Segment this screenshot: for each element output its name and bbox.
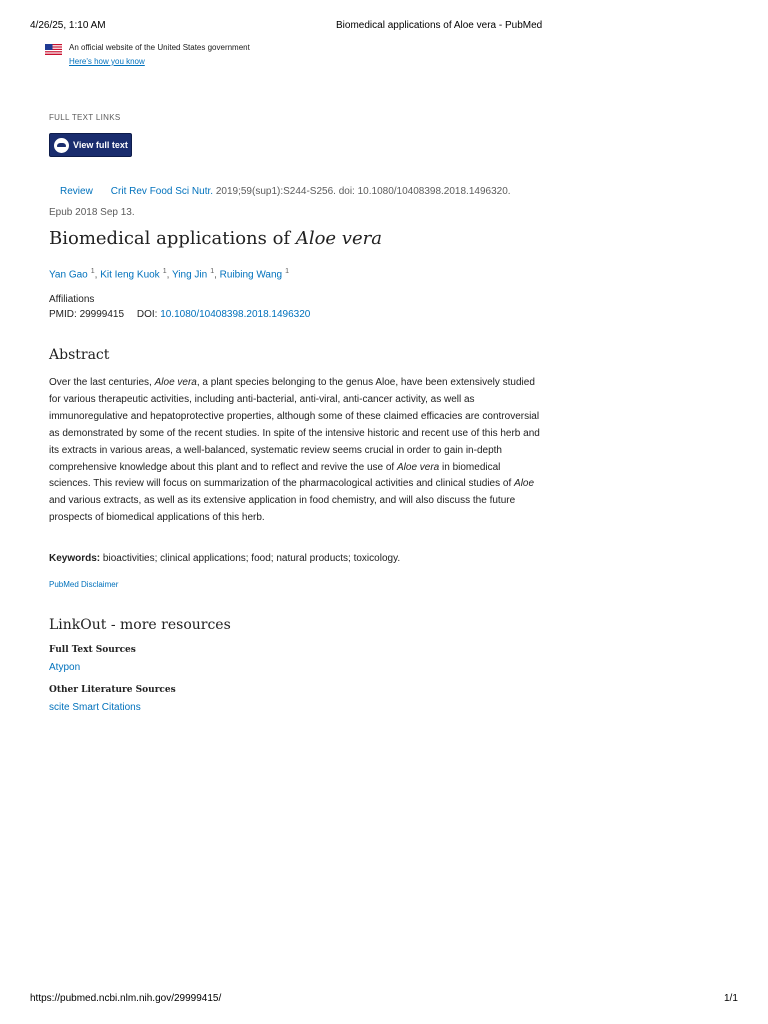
abstract-italic: Aloe vera bbox=[154, 377, 197, 388]
pmid-value: 29999415 bbox=[79, 309, 125, 320]
print-page-title: Biomedical applications of Aloe vera - PubMed bbox=[336, 20, 543, 31]
pubmed-disclaimer-link[interactable]: PubMed Disclaimer bbox=[49, 580, 119, 589]
author-affiliation-ref[interactable]: 1 bbox=[210, 268, 215, 275]
doi-label: DOI: bbox=[136, 309, 158, 320]
view-full-text-label: View full text bbox=[73, 140, 128, 150]
taylor-francis-icon bbox=[54, 138, 69, 153]
abstract-text bbox=[49, 375, 541, 527]
article-title bbox=[49, 228, 382, 249]
keywords-label: Keywords: bbox=[49, 553, 101, 564]
author-affiliation-ref[interactable]: 1 bbox=[162, 268, 167, 275]
author-affiliation-ref[interactable]: 1 bbox=[90, 268, 95, 275]
abstract-heading: Abstract bbox=[49, 347, 110, 363]
author-affiliation-ref[interactable]: 1 bbox=[285, 268, 290, 275]
abstract-part: and various extracts, as well as its extensive application in food chemistry, and will also discuss the future prospects of biomedical applications of this herb. bbox=[49, 495, 516, 524]
gov-official-text: An official website of the United States government bbox=[69, 43, 250, 52]
title-main: Biomedical applications of bbox=[49, 228, 296, 249]
keywords-text: bioactivities; clinical applications; food; natural products; toxicology. bbox=[102, 553, 401, 564]
full-text-sources-heading: Full Text Sources bbox=[49, 645, 136, 655]
abstract-italic: Aloe bbox=[514, 478, 535, 490]
author-link[interactable]: Kit Ieng Kuok bbox=[100, 269, 160, 281]
citation bbox=[49, 181, 549, 223]
keywords bbox=[49, 553, 400, 564]
print-datetime: 4/26/25, 1:10 AM bbox=[30, 20, 106, 31]
abstract-italic: Aloe vera bbox=[397, 461, 440, 473]
other-literature-sources-heading: Other Literature Sources bbox=[49, 685, 176, 695]
article-identifiers bbox=[49, 309, 310, 320]
abstract-part: Over the last centuries, bbox=[49, 377, 155, 388]
doi-link[interactable]: 10.1080/10408398.2018.1496320 bbox=[160, 309, 311, 320]
us-flag-icon bbox=[45, 44, 62, 55]
view-full-text-button[interactable] bbox=[49, 133, 132, 157]
title-italic: Aloe vera bbox=[295, 228, 382, 249]
epub-date: Epub 2018 Sep 13. bbox=[49, 207, 135, 218]
pmid-label: PMID: bbox=[49, 309, 77, 320]
author-list: Yan Gao $^1$, Kit Ieng Kuok $^1$, Ying Jin $^1$, Ruibing Wang $^1$ bbox=[49, 268, 290, 281]
heres-how-you-know-link[interactable]: Here's how you know bbox=[69, 57, 145, 66]
author-link[interactable]: Ruibing Wang bbox=[219, 269, 283, 281]
scite-smart-citations-link[interactable]: scite Smart Citations bbox=[49, 702, 141, 713]
affiliations-toggle[interactable]: Affiliations bbox=[49, 294, 95, 305]
atypon-link[interactable]: Atypon bbox=[49, 662, 81, 673]
full-text-links-label: FULL TEXT LINKS bbox=[49, 113, 121, 122]
print-page-number: 1/1 bbox=[724, 993, 738, 1004]
publication-type: Review bbox=[60, 186, 93, 197]
journal-link[interactable]: Crit Rev Food Sci Nutr. bbox=[110, 186, 214, 197]
abstract-part: in biomedical sciences. This review will focus on summarization of the pharmacological activities and clinical studies of bbox=[49, 461, 515, 490]
citation-details: 2019;59(sup1):S244-S256. doi: 10.1080/10408398.2018.1496320. bbox=[215, 186, 511, 197]
print-url: https://pubmed.ncbi.nlm.nih.gov/29999415/ bbox=[30, 993, 222, 1004]
author-link[interactable]: Yan Gao bbox=[49, 269, 88, 281]
abstract-part: , a plant species belonging to the genus Aloe, have been extensively studied for various therapeutic activities, including anti-bacterial, anti-viral, anti-cancer activity, as well as immunoregulative and hepatoprotective properties, although some of these claimed efficacies are controversial as demonstrated by some of the recent studies. In spite of the intensive historic and recent use of this herb and its extracts in various areas, a well-balanced, systematic review seems crucial in order to gain in-depth comprehensive knowledge about this plant and to reflect and revive the use of bbox=[49, 377, 540, 473]
author-link[interactable]: Ying Jin bbox=[171, 269, 208, 281]
linkout-heading: LinkOut - more resources bbox=[49, 617, 231, 633]
